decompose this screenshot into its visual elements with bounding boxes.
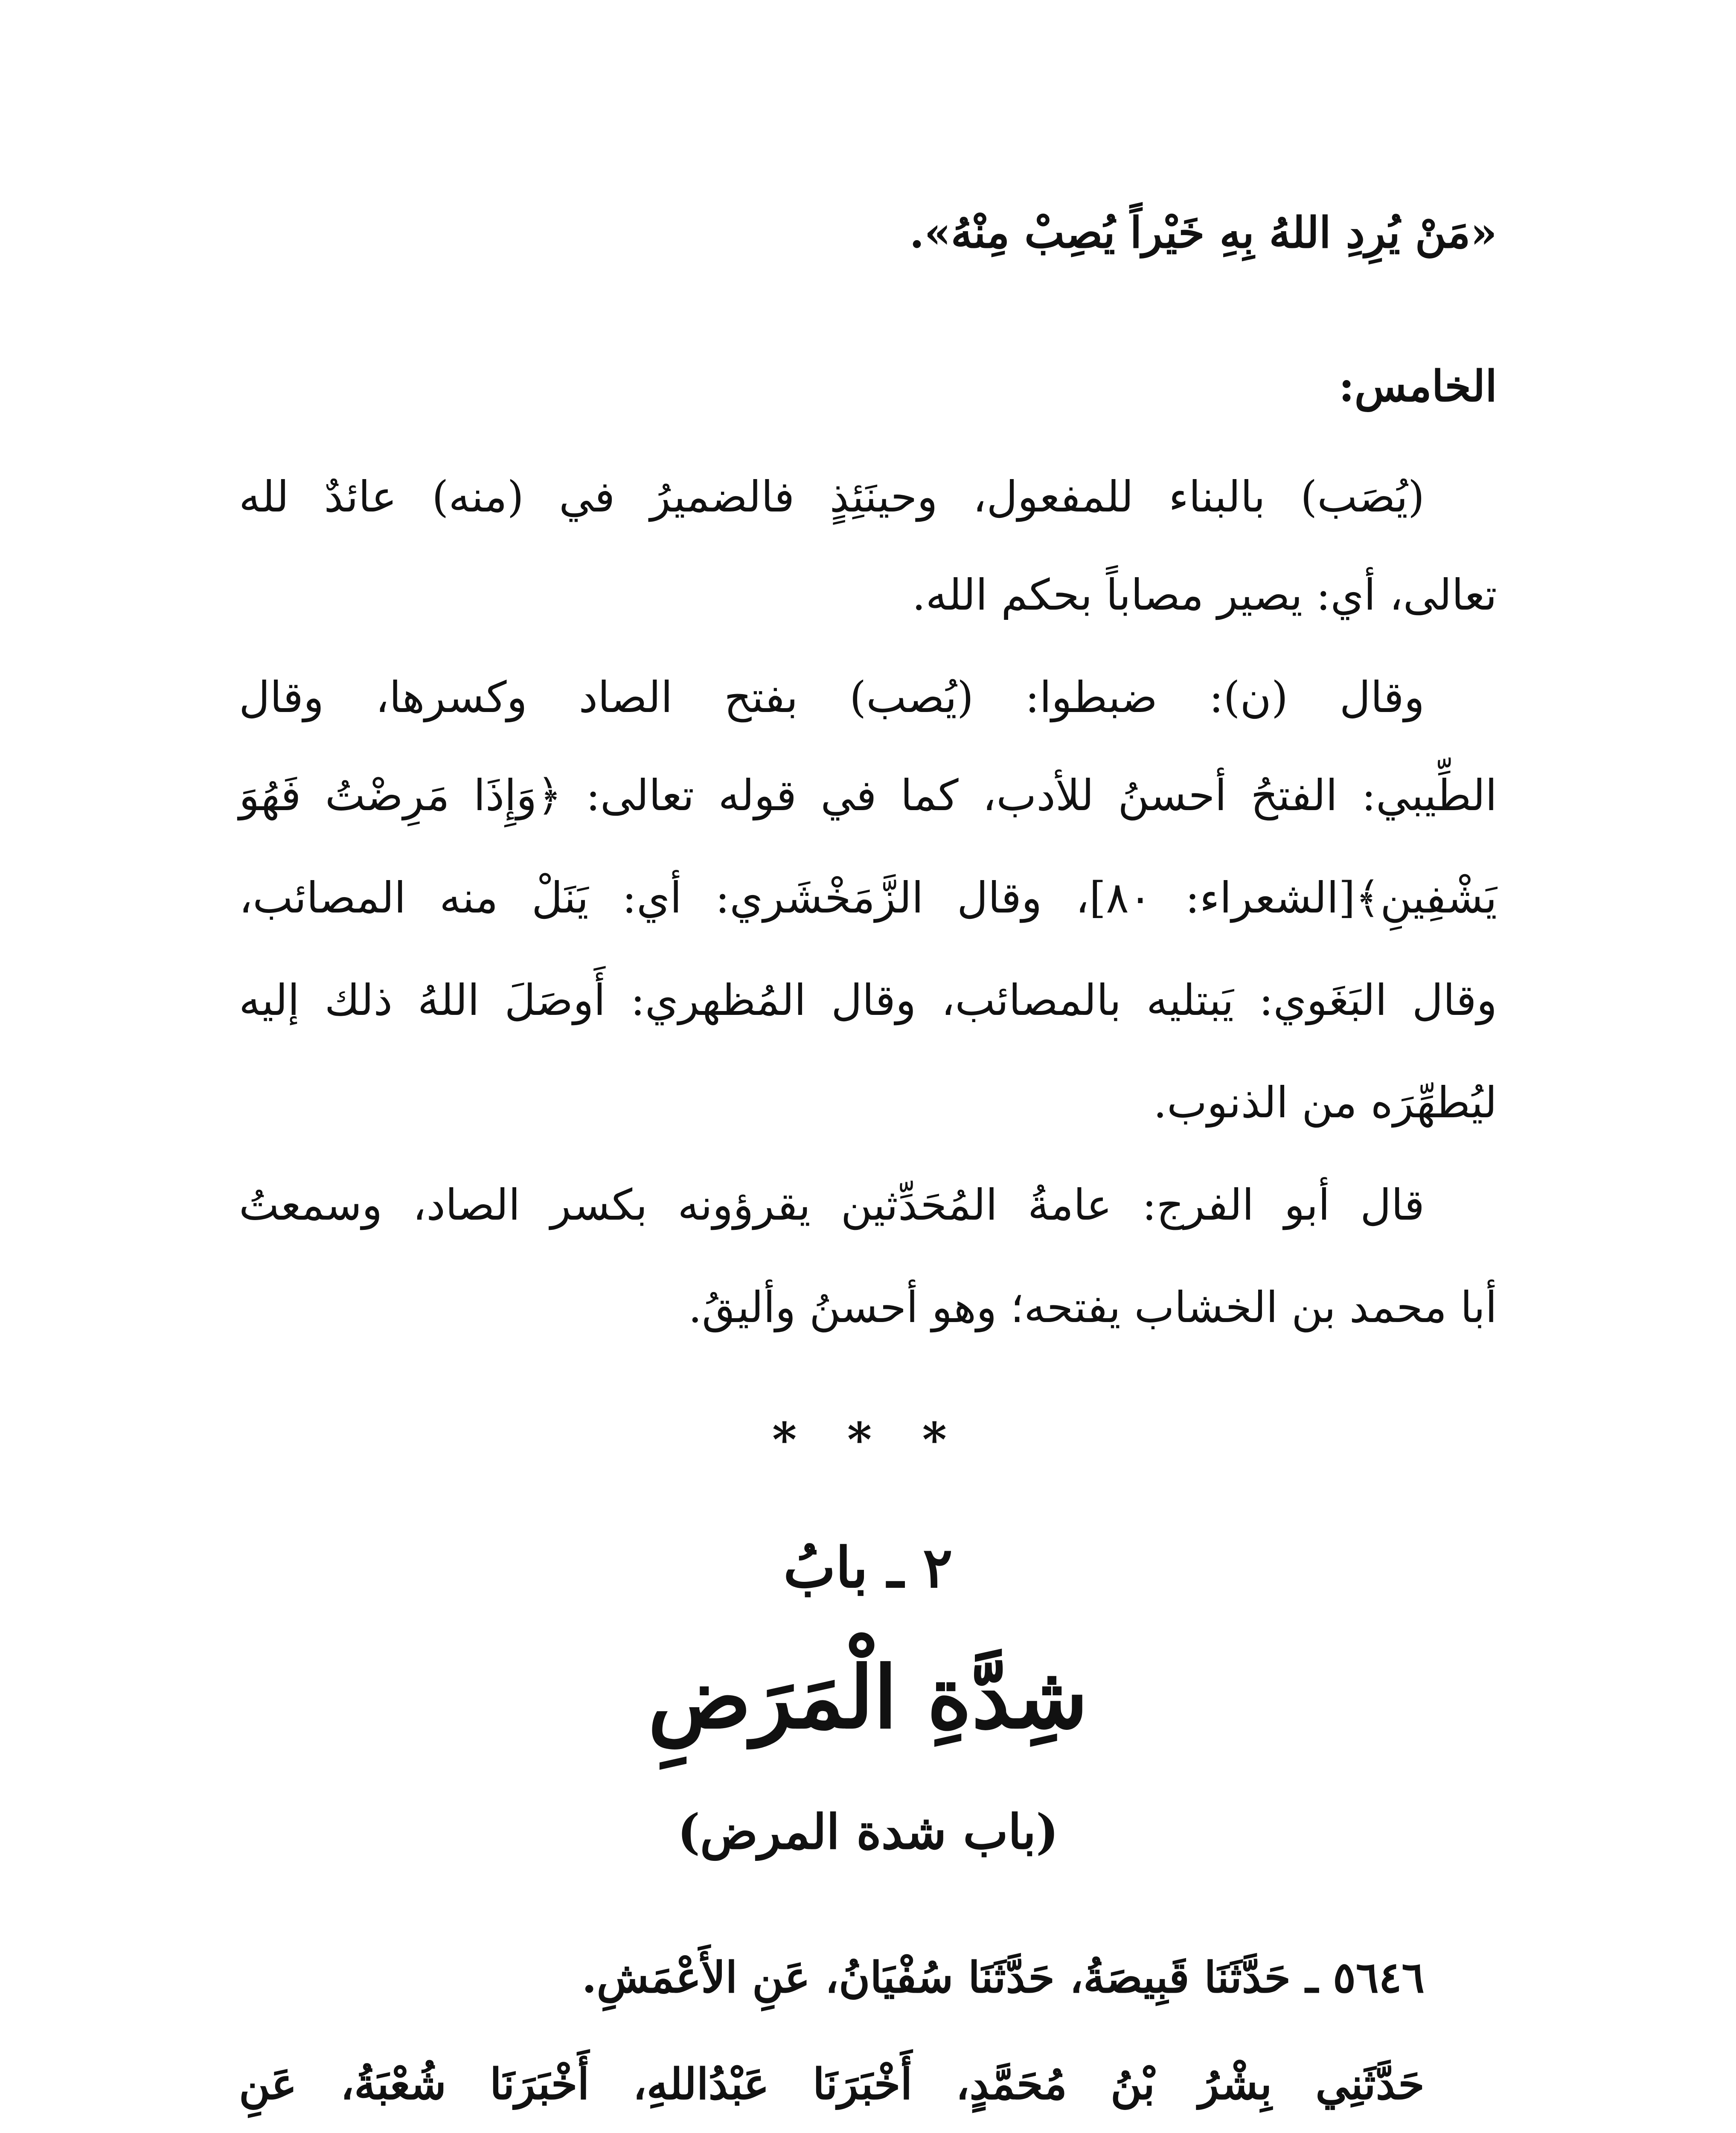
subsection-label: الخامس: (1338, 361, 1497, 411)
commentary-line: يَشْفِينِ﴾[الشعراء: ٨٠]، وقال الزَّمَخْشَري: أي: يَنَلْ منه المصائب، (239, 873, 1497, 923)
commentary-line: وقال البَغَوي: يَبتليه بالمصائب، وقال المُظهري: أَوصَلَ اللهُ ذلك إليه (239, 975, 1497, 1025)
commentary-line: الطِّيبي: الفتحُ أحسنُ للأدب، كما في قوله تعالى: ﴿وَإِذَا مَرِضْتُ فَهُوَ (239, 770, 1497, 820)
commentary-line: (يُصَب) بالبناء للمفعول، وحينَئِذٍ فالضميرُ في (منه) عائدٌ لله (239, 472, 1425, 522)
chapter-number: ٢ ـ بابُ (783, 1535, 953, 1600)
hadith-line: ٥٦٤٦ ـ حَدَّثَنَا قَبِيصَةُ، حَدَّثَنَا سُفْيَانُ، عَنِ الأَعْمَشِ. (582, 1952, 1425, 2002)
section-heading: (باب شدة المرض) (677, 1804, 1059, 1860)
commentary-line: وقال (ن): ضبطوا: (يُصب) بفتح الصاد وكسرها، وقال (239, 672, 1425, 722)
commentary-line: أبا محمد بن الخشاب يفتحه؛ وهو أحسنُ وأليقُ. (688, 1282, 1497, 1332)
hadith-line: حَدَّثَنِي بِشْرُ بْنُ مُحَمَّدٍ، أَخْبَرَنَا عَبْدُاللهِ، أَخْبَرَنَا شُعْبَةُ، عَنِ (239, 2059, 1425, 2109)
commentary-line: ليُطهِّرَه من الذنوب. (1153, 1078, 1497, 1128)
commentary-line: تعالى، أي: يصير مصاباً بحكم الله. (912, 570, 1497, 620)
hadith-quote-line: «مَنْ يُرِدِ اللهُ بِهِ خَيْراً يُصِبْ مِنْهُ». (909, 207, 1497, 258)
chapter-title: شِدَّةِ الْمَرَضِ (648, 1648, 1088, 1748)
section-separator: * * * (772, 1412, 964, 1467)
commentary-line: قال أبو الفرج: عامةُ المُحَدِّثين يقرؤونه بكسر الصاد، وسمعتُ (239, 1180, 1425, 1230)
